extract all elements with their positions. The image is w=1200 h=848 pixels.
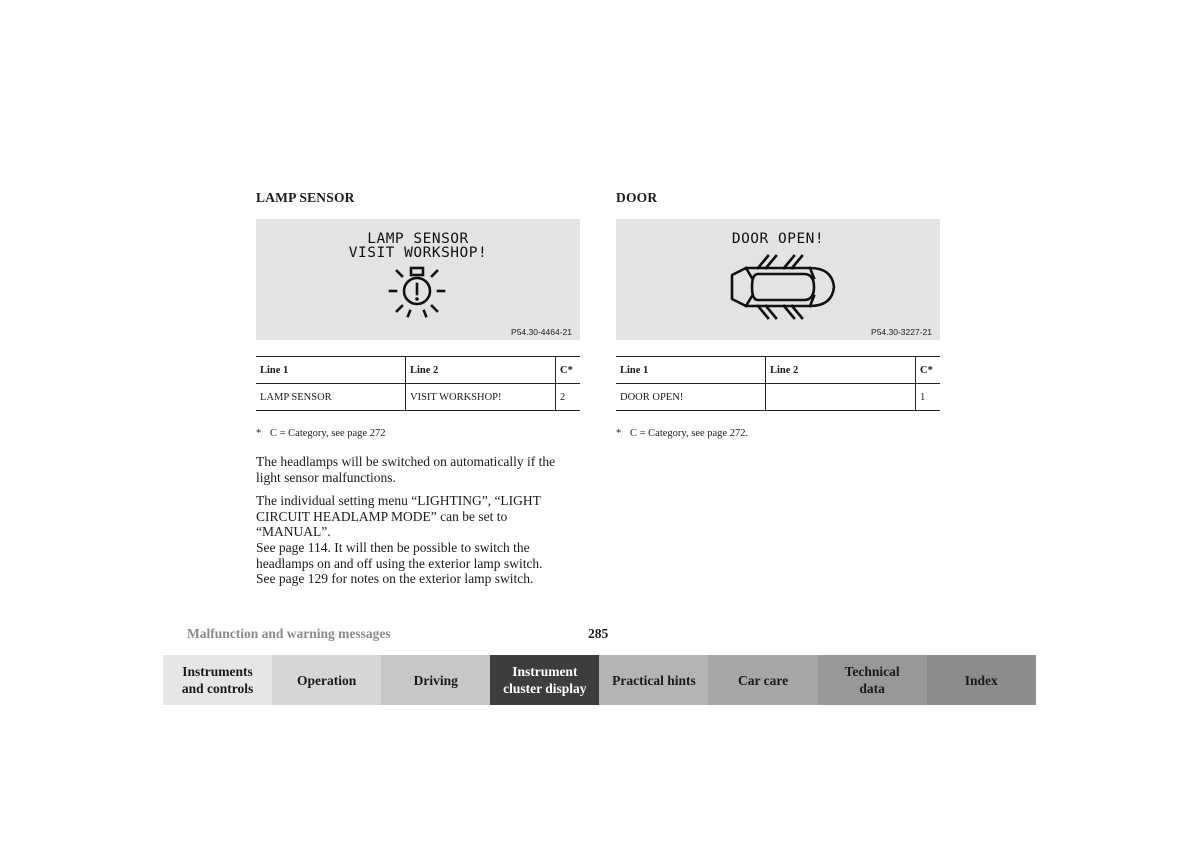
paragraph-line: The headlamps will be switched on automatically if the xyxy=(256,454,556,469)
paragraph-line: The individual setting menu “LIGHTING”, “LIGHT xyxy=(256,493,541,509)
lcd-line-1: LAMP SENSOR xyxy=(367,231,469,247)
lamp-sensor-section xyxy=(256,190,580,587)
footnote xyxy=(256,428,580,439)
footnote-mark: * xyxy=(616,428,622,439)
header-line-1: Line 1 xyxy=(616,357,766,384)
tab-technical-data[interactable]: Technical data xyxy=(818,655,927,705)
cell-category: 1 xyxy=(916,384,941,411)
table-header-row xyxy=(256,357,580,384)
header-line-2: Line 2 xyxy=(766,357,916,384)
section-heading: LAMP SENSOR xyxy=(256,190,355,205)
header-line-2: Line 2 xyxy=(406,357,556,384)
page-number: 285 xyxy=(588,626,609,641)
paragraph-line: See page 114. It will then be possible to switch the xyxy=(256,539,530,555)
tab-operation[interactable]: Operation xyxy=(272,655,381,705)
tab-driving[interactable]: Driving xyxy=(381,655,490,705)
footnote-text: C = Category, see page 272. xyxy=(630,428,749,439)
message-table xyxy=(256,356,580,411)
section-heading: DOOR xyxy=(616,190,658,205)
chapter-tabs xyxy=(163,655,1036,705)
header-line-1: Line 1 xyxy=(256,357,406,384)
header-category: C* xyxy=(556,357,581,384)
car-doors-open-icon xyxy=(722,251,840,323)
header-category: C* xyxy=(916,357,941,384)
lcd-display xyxy=(616,219,940,340)
footer-section-title: Malfunction and warning messages xyxy=(187,626,391,641)
message-table xyxy=(616,356,940,411)
paragraph-line: light sensor malfunctions. xyxy=(256,469,396,485)
tab-practical-hints[interactable]: Practical hints xyxy=(599,655,708,705)
paragraph-line: headlamps on and off using the exterior lamp switch. xyxy=(256,555,543,571)
tab-instrument-cluster-display[interactable]: Instrument cluster display xyxy=(490,655,599,705)
paragraph-line: See page 129 for notes on the exterior lamp switch. xyxy=(256,571,534,587)
lcd-line-2: VISIT WORKSHOP! xyxy=(348,245,488,261)
cell-line-2: VISIT WORKSHOP! xyxy=(406,384,556,411)
footnote-text: C = Category, see page 272 xyxy=(270,428,386,439)
footnote xyxy=(616,428,940,439)
cell-line-1: LAMP SENSOR xyxy=(256,384,406,411)
tab-car-care[interactable]: Car care xyxy=(708,655,817,705)
figure-reference: P54.30-3227-21 xyxy=(871,327,932,337)
figure-reference: P54.30-4464-21 xyxy=(511,327,572,337)
tab-index[interactable]: Index xyxy=(927,655,1036,705)
cell-line-1: DOOR OPEN! xyxy=(616,384,766,411)
table-header-row xyxy=(616,357,940,384)
paragraph-line: CIRCUIT HEADLAMP MODE” can be set to “MANUAL”. xyxy=(256,508,508,540)
table-row xyxy=(616,384,940,411)
door-section xyxy=(616,190,940,439)
tab-instruments-and-controls[interactable]: Instruments and controls xyxy=(163,655,272,705)
footnote-mark: * xyxy=(256,428,262,439)
body-paragraph-2 xyxy=(256,493,580,587)
table-row xyxy=(256,384,580,411)
cell-line-2 xyxy=(766,384,916,411)
body-paragraph-1 xyxy=(256,454,580,485)
lcd-display xyxy=(256,219,580,340)
lcd-line-1: DOOR OPEN! xyxy=(731,231,825,247)
lamp-warning-icon xyxy=(384,263,450,319)
cell-category: 2 xyxy=(556,384,581,411)
